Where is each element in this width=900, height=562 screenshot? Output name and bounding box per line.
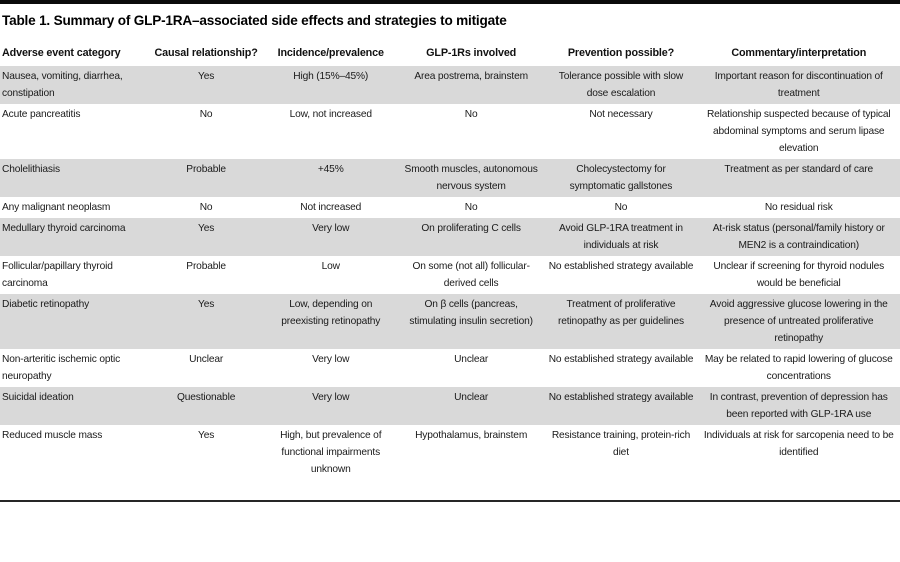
table-row [0,387,900,425]
table-row [0,256,900,294]
table-cell: No residual risk [764,202,833,213]
table-cell: No [199,202,213,213]
table-cell: Relationship suspected because of typical abdominal symptoms and serum lipase elevation [706,109,891,154]
table-cell: Questionable [176,392,236,403]
table-cell: Avoid GLP-1RA treatment in individuals at risk [559,223,683,251]
table-cell: +45% [317,164,344,175]
table-cell: Important reason for discontinuation of treatment [714,71,883,99]
table-cell: Low, depending on preexisting retinopathy [281,299,381,327]
table-cell: Tolerance possible with slow dose escalation [558,71,684,99]
table-cell: Very low [312,223,350,234]
table-cell: No established strategy available [548,392,694,403]
table-row [0,218,900,256]
table-cell: Nausea, vomiting, diarrhea, constipation [2,71,123,99]
table-cell: Acute pancreatitis [2,109,81,120]
table-cell: Low [321,261,340,272]
table-cell: Unclear [189,354,224,365]
table-cell: Not increased [300,202,362,213]
table-cell: Unclear [454,392,489,403]
table-cell: Unclear if screening for thyroid nodules would be beneficial [713,261,885,289]
table-cell: Yes [198,71,215,82]
table-cell: On some (not all) follicular-derived cells [412,261,530,289]
table-row [0,104,900,159]
table-cell: Area postrema, brainstem [414,71,528,82]
table-cell: Very low [312,354,350,365]
table-cell: In contrast, prevention of depression has been reported with GLP-1RA use [709,392,888,420]
table-cell: No [199,109,213,120]
column-header-glp1rs-involved: GLP-1Rs involved [426,47,517,59]
table-cell: No [464,202,478,213]
table-title: Table 1. Summary of GLP-1RA–associated side effects and strategies to mitigate [2,13,507,28]
side-effects-summary-table [0,41,900,502]
column-header-adverse-event-category: Adverse event category [2,47,121,59]
column-header-causal-relationship: Causal relationship? [154,47,258,59]
table-cell: High, but prevalence of functional impairments unknown [280,430,382,475]
table-cell: Any malignant neoplasm [2,202,111,213]
table-cell: Hypothalamus, brainstem [415,430,528,441]
table-cell: No established strategy available [548,261,694,272]
table-cell: On β cells (pancreas, stimulating insulin secretion) [409,299,533,327]
table-cell: High (15%–45%) [293,71,369,82]
table-top-rule [0,0,900,4]
table-cell: Treatment of proliferative retinopathy as per guidelines [558,299,684,327]
table-cell: Yes [198,299,215,310]
table-row [0,197,900,218]
table-cell: Yes [198,223,215,234]
header-row [0,41,900,66]
table-cell: Medullary thyroid carcinoma [2,223,126,234]
table-cell: Avoid aggressive glucose lowering in the presence of untreated proliferative retinopathy [709,299,888,344]
table-cell: Reduced muscle mass [2,430,103,441]
table-cell: Non-arteritic ischemic optic neuropathy [2,354,121,382]
table-cell: Yes [198,430,215,441]
table-cell: Follicular/papillary thyroid carcinoma [2,261,113,289]
table-cell: Unclear [454,354,489,365]
table-row [0,159,900,197]
table-cell: Probable [186,261,226,272]
table-row [0,425,900,501]
table-cell: Low, not increased [289,109,372,120]
table-cell: No [614,202,628,213]
table-cell: At-risk status (personal/family history or MEN2 is a contraindication) [712,223,885,251]
table-cell: Individuals at risk for sarcopenia need to be identified [703,430,894,458]
table-cell: On proliferating C cells [421,223,521,234]
table-cell: No established strategy available [548,354,694,365]
table-cell: Smooth muscles, autonomous nervous system [404,164,538,192]
table-row [0,349,900,387]
column-header-incidence-prevalence: Incidence/prevalence [277,47,384,59]
table-row [0,294,900,349]
table-cell: Probable [186,164,226,175]
table-cell: Not necessary [589,109,653,120]
table-cell: May be related to rapid lowering of glucose concentrations [704,354,893,382]
table-cell: Treatment as per standard of care [724,164,874,175]
table-cell: Cholelithiasis [2,164,60,175]
column-header-commentary-interpretation: Commentary/interpretation [731,47,867,59]
table-cell: No [464,109,478,120]
column-header-prevention-possible: Prevention possible? [567,47,675,59]
table-cell: Diabetic retinopathy [2,299,90,310]
table-cell: Resistance training, protein-rich diet [551,430,691,458]
table-cell: Very low [312,392,350,403]
table-row [0,66,900,104]
table-cell: Cholecystectomy for symptomatic gallstones [569,164,673,192]
table-cell: Suicidal ideation [2,392,74,403]
